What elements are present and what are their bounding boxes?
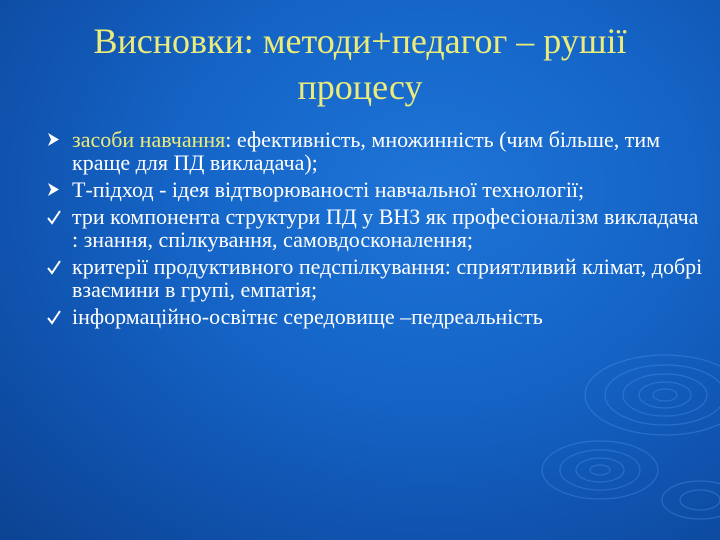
bullet-item: [44, 128, 704, 174]
arrow-bullet-icon: [46, 128, 68, 151]
bullet-text: інформаційно-освітнє середовище –педреальність: [72, 304, 543, 329]
bullet-highlight: засоби навчання: [72, 127, 226, 152]
bullet-list: [44, 128, 704, 332]
check-bullet-icon: [46, 255, 68, 278]
bullet-text: три компонента структури ПД у ВНЗ як професіоналізм викладача : знання, спілкування, самовдосконалення;: [72, 204, 699, 252]
bullet-text: : ефективність, множинність (чим більше, тим краще для ПД викладача);: [72, 127, 661, 175]
bullet-item: [44, 178, 704, 201]
arrow-bullet-icon: [46, 178, 68, 201]
bullet-item: [44, 255, 704, 301]
bullet-text: критерії продуктивного педспілкування: сприятливий клімат, добрі взаємини в групі, емпатія;: [72, 254, 703, 302]
bullet-item: [44, 205, 704, 251]
check-bullet-icon: [46, 305, 68, 328]
check-bullet-icon: [46, 205, 68, 228]
slide-title: Висновки: методи+педагог – рушії процесу: [93, 21, 627, 107]
bullet-item: [44, 305, 704, 328]
bullet-text: Т-підход - ідея відтворюваності навчальної технології;: [72, 177, 585, 202]
